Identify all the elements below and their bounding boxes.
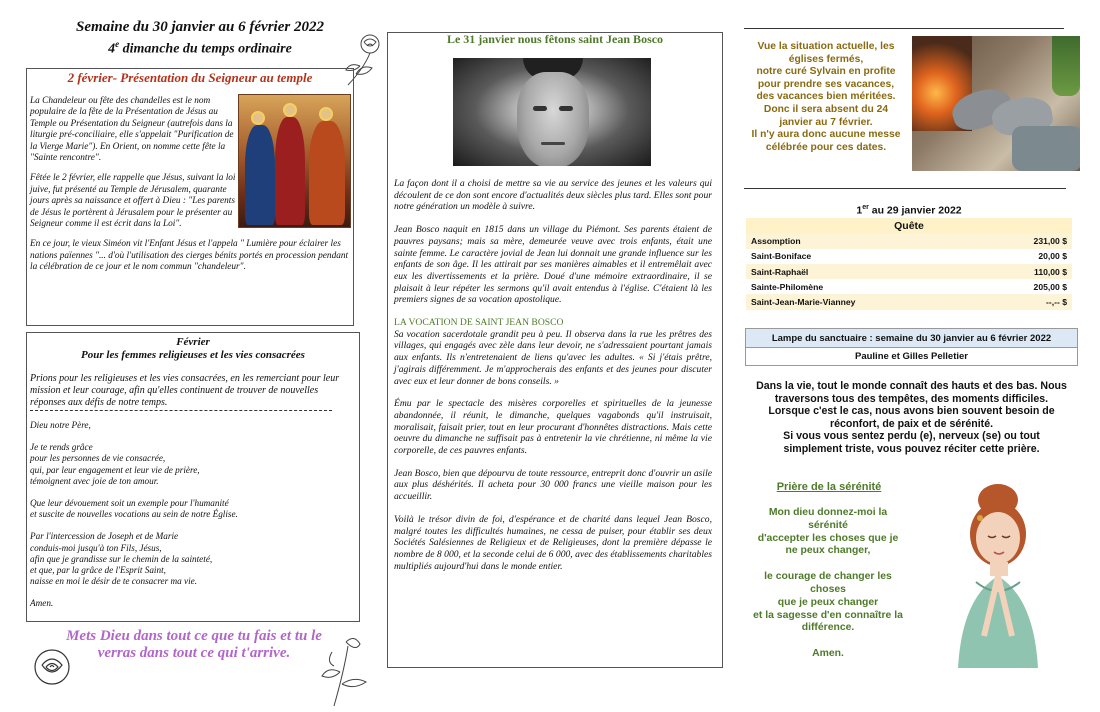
- collection-header: Quête: [746, 218, 1072, 233]
- prayer-line: Par l'intercession de Joseph et de Marie: [30, 531, 179, 542]
- collection-amount: --,-- $: [982, 294, 1072, 309]
- consecrated-life-prayer: [30, 420, 350, 610]
- notice-line: des vacances bien méritées.: [756, 91, 896, 103]
- prayer-line: témoignent avec joie de ton amour.: [30, 475, 159, 486]
- period-number: 1: [856, 204, 863, 217]
- prayer-line: naisse en moi le désir de te consacrer ma vie.: [30, 576, 198, 587]
- serenity-line: [742, 558, 914, 571]
- jean-bosco-title: Le 31 janvier nous fêtons saint Jean Bosco: [446, 32, 664, 46]
- subtitle-sup: e: [115, 39, 120, 49]
- prayer-line: [30, 520, 350, 531]
- prayer-line: [30, 487, 350, 498]
- collection-amount: 110,00 $: [982, 264, 1072, 279]
- serenity-line: [742, 635, 914, 648]
- sanctuary-lamp-title: Lampe du sanctuaire : semaine du 30 janvier au 6 février 2022: [746, 329, 1077, 348]
- jean-bosco-portrait: [453, 58, 651, 166]
- serenity-line: et la sagesse d'en connaître la: [753, 609, 903, 621]
- prayer-line: et suscite de nouvelles vocations au sein de notre Église.: [30, 509, 238, 520]
- rose-icon: [318, 632, 376, 710]
- table-row: [746, 279, 1072, 294]
- rose-icon: [28, 645, 76, 690]
- reflection-line: simplement triste, vous pouvez réciter cette prière.: [783, 442, 1040, 455]
- notice-line: notre curé Sylvain en profite: [756, 66, 896, 78]
- bosco-section-heading: LA VOCATION DE SAINT JEAN BOSCO: [394, 317, 564, 329]
- notice-line: Il n'y aura donc aucune messe: [751, 129, 901, 141]
- bosco-paragraph: Jean Bosco, bien que dépourvu de toute ressource, entreprit donc d'ouvrir un asile aux plus déshérités. Il acheta pour 30 000 francs une vieille maison pour les accueillir.: [394, 467, 712, 503]
- serenity-line: le courage de changer les: [764, 571, 892, 583]
- february-intro: Prions pour les religieuses et les vies consacrées, en les remerciant pour leur mission et leur courage, afin qu'elles continuent de trouver de nouvelles réponses aux défis de notre temps.: [30, 373, 340, 408]
- notice-line: janvier au 7 février.: [779, 116, 873, 128]
- reflection-line: Dans la vie, tout le monde connaît des hauts et des bas. Nous: [756, 380, 1067, 392]
- serenity-line: ne peux changer,: [785, 545, 871, 557]
- subtitle-rest: dimanche du temps ordinaire: [119, 41, 292, 57]
- prayer-line: afin que je grandisse sur le chemin de la sainteté,: [30, 553, 213, 564]
- presentation-paragraph: En ce jour, le vieux Siméon vit l'Enfant Jésus et l'appela " Lumière pour éclairer les nations païennes "... d'où l'utilisation des cierges bénits portés en procession pendant la célébration de ce jour et le nom commun "chandeleur".: [30, 239, 349, 273]
- prayer-line: Dieu notre Père,: [30, 420, 91, 430]
- bosco-paragraph: Sa vocation sacerdotale grandit peu à peu. Il observa dans la rue les prêtres des villages, qui engagés avec zèle dans leur devoir, ne s'adressaient pourtant jamais aux enfants. Ils n'entretenaient de liens qu'avec les adultes. « Si j'étais prêtre, j'agirais différemment. Je m'approcherais des enfants et des jeunes pour discuter avec eux et leur donner de bons conseils. »: [394, 328, 712, 387]
- serenity-line: Amen.: [812, 648, 844, 660]
- sanctuary-lamp-box: [745, 328, 1078, 366]
- serenity-line: différence.: [801, 622, 855, 634]
- prayer-line: Amen.: [30, 598, 54, 609]
- jean-bosco-text: [394, 178, 712, 583]
- prayer-line: conduis-moi jusqu'à ton Fils, Jésus,: [30, 542, 162, 553]
- bulletin-sunday-subtitle: [40, 36, 360, 58]
- collection-table: [746, 218, 1072, 310]
- presentation-icon-image: [238, 94, 351, 228]
- reflection-line: traversons tous des tempêtes, des moments difficiles.: [774, 392, 1049, 405]
- motto-line: verras dans tout ce qui t'arrive.: [97, 645, 291, 661]
- parish-name: Saint-Jean-Marie-Vianney: [746, 294, 982, 309]
- prayer-line: Je te rends grâce: [30, 442, 93, 453]
- notice-line: églises fermés,: [788, 53, 864, 65]
- bosco-paragraph: Voilà le trésor divin de foi, d'espérance et de charité dans lequel Jean Bosco, malgré toutes les difficultés humaines, ne cessa de puiser, pour établir ses deux Sociétés Salésiennes de Religieux et de Religieuses, dont la première dépasse le nombre de 8 000, et la seconde celui de 6 000, avec des établissements charitables multipliés aujourd'hui dans le monde entier.: [394, 513, 712, 572]
- pastor-absence-notice: [744, 41, 908, 154]
- table-row: [746, 249, 1072, 264]
- period-sup: er: [862, 204, 869, 211]
- parish-name: Assomption: [746, 233, 982, 248]
- prayer-line: [30, 431, 350, 442]
- prayer-line: [30, 587, 350, 598]
- parish-name: Saint-Raphaël: [746, 264, 982, 279]
- notice-line: célébrée pour ces dates.: [765, 141, 887, 153]
- collection-amount: 20,00 $: [982, 249, 1072, 264]
- serenity-line: d'accepter les choses que je: [757, 532, 899, 544]
- life-reflection: [745, 380, 1078, 456]
- dashed-divider: [30, 410, 332, 411]
- table-row: [746, 264, 1072, 279]
- sanctuary-lamp-donor: Pauline et Gilles Pelletier: [855, 351, 968, 362]
- presentation-paragraph: Fêtée le 2 février, elle rappelle que Jésus, suivant la loi juive, fut présenté au Temple de Jérusalem, quarante jours après sa naissance et offert à Dieu : "Les parents de Jésus le portèrent à Jérusalem pour le présenter au Seigneur comme il est écrit dans la Loi".: [30, 173, 236, 230]
- collection-amount: 231,00 $: [982, 233, 1072, 248]
- bosco-paragraph: La façon dont il a choisi de mettre sa vie au service des jeunes et les valeurs qui découlent de ce don sont encore d'actualités deux siècles plus tard. Elles sont pour notre génération un modèle à suivre.: [394, 178, 712, 213]
- serenity-line: choses: [810, 583, 846, 595]
- february-subtitle: Pour les femmes religieuses et les vies consacrées: [81, 349, 305, 361]
- serenity-line: sérénité: [808, 519, 848, 531]
- motto-quote: [34, 628, 354, 662]
- serenity-line: Mon dieu donnez-moi la: [768, 507, 888, 518]
- table-row: [746, 233, 1072, 248]
- prayer-line: et que, par la grâce de l'Esprit Saint,: [30, 565, 166, 576]
- period-rest: au 29 janvier 2022: [868, 204, 962, 217]
- presentation-title: 2 février- Présentation du Seigneur au temple: [67, 70, 313, 85]
- bosco-paragraph: Ému par le spectacle des misères corporelles et spirituelles de la jeunesse abandonnée, il réunit, le dimanche, quelques vagabonds qu'il instruisait, moralisait, faisait prier, tout en leur procurant d'honnêtes distractions. Mais cette oeuvre du dimanche ne suffisait pas à entretenir la vie chrétienne, ni même la vie corporelle, de ces pauvres enfants.: [394, 398, 712, 457]
- presentation-paragraph: La Chandeleur ou fête des chandelles est le nom populaire de la fête de la Présentation de Jésus au Temple ou Présentation du Seigneur (autrefois dans la liturgie pré-conciliaire, elle s'appelait "Purification de la Vierge Marie"). En Orient, on nomme cette fête la "Sainte rencontre".: [30, 96, 234, 164]
- bulletin-week-title: Semaine du 30 janvier au 6 février 2022: [76, 19, 324, 35]
- serenity-prayer-title: Prière de la sérénité: [776, 481, 882, 493]
- table-row: [746, 294, 1072, 309]
- parish-name: Saint-Boniface: [746, 249, 982, 264]
- parish-name: Sainte-Philomène: [746, 279, 982, 294]
- prayer-line: Que leur dévouement soit un exemple pour l'humanité: [30, 498, 229, 509]
- collection-amount: 205,00 $: [982, 279, 1072, 294]
- february-title: Février: [176, 336, 210, 348]
- reflection-line: réconfort, de paix et de sérénité.: [829, 417, 994, 430]
- notice-line: Donc il sera absent du 24: [763, 103, 889, 115]
- prayer-line: pour les personnes de vie consacrée,: [30, 453, 166, 464]
- collection-period: [746, 204, 1072, 217]
- section-divider: [744, 188, 1066, 189]
- notice-line: Vue la situation actuelle, les: [757, 41, 895, 52]
- subtitle-number: 4: [108, 41, 116, 57]
- bosco-paragraph: Jean Bosco naquit en 1815 dans un village du Piémont. Ses parents étaient de pauvres paysans; mais sa mère, demeurée veuve avec trois enfants, était une sainte femme. Le caractère jovial de Jean lui donnait une grande influence sur les enfants de son âge. Il les attirait par ses manières aimables et il entremêlait avec eux les divertissements et la prière. Doué d'une mémoire extraordinaire, il se plaisait à leur répéter les sermons qu'il avait entendus à l'église. C'étaient là les premiers signes de sa vocation apostolique.: [394, 224, 712, 306]
- motto-line: Mets Dieu dans tout ce que tu fais et tu le: [66, 628, 322, 644]
- notice-line: pour prendre ses vacances,: [757, 78, 895, 90]
- serenity-line: que je peux changer: [777, 596, 879, 608]
- serenity-prayer-text: [742, 507, 914, 661]
- reflection-line: Si vous vous sentez perdu (e), nerveux (se) ou tout: [783, 430, 1040, 443]
- top-divider: [744, 28, 1064, 29]
- prayer-line: qui, par leur engagement et leur vie de prière,: [30, 464, 200, 475]
- vacation-slippers-image: [912, 36, 1080, 171]
- reflection-line: Lorsque c'est le cas, nous avons bien souvent besoin de: [768, 405, 1055, 418]
- praying-woman-illustration: [918, 472, 1078, 668]
